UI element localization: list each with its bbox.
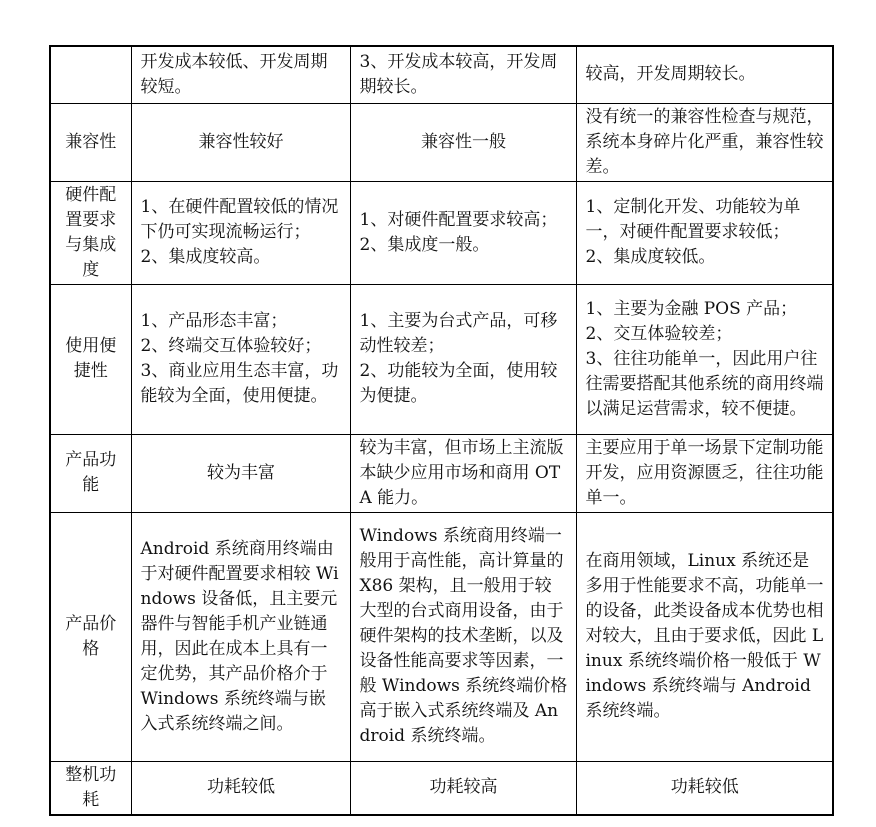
table-row-dev-cost [50,46,833,103]
cell-windows-hardware: 1、对硬件配置要求较高； 2、集成度一般。 [350,181,576,284]
cell-windows-compatibility: 兼容性一般 [350,103,576,181]
comparison-table [49,45,834,816]
cell-embedded-features: 主要应用于单一场景下定制功能开发，应用资源匮乏，往往功能单一。 [576,434,833,512]
row-label-compatibility: 兼容性 [50,103,131,181]
table-row-features [50,434,833,512]
cell-android-power: 功耗较低 [131,761,350,815]
cell-embedded-hardware: 1、定制化开发、功能较为单一，对硬件配置要求较低； 2、集成度较低。 [576,181,833,284]
cell-embedded-compatibility: 没有统一的兼容性检查与规范，系统本身碎片化严重，兼容性较差。 [576,103,833,181]
table-row-hardware [50,181,833,284]
cell-embedded-dev-cost: 较高，开发周期较长。 [576,46,833,103]
table-row-power [50,761,833,815]
row-label-hardware: 硬件配置要求与集成度 [50,181,131,284]
row-label-empty [50,46,131,103]
table-row-compatibility [50,103,833,181]
cell-windows-power: 功耗较高 [350,761,576,815]
cell-android-compatibility: 兼容性较好 [131,103,350,181]
cell-windows-usability: 1、主要为台式产品，可移动性较差； 2、功能较为全面，使用较为便捷。 [350,284,576,434]
row-label-price: 产品价格 [50,512,131,761]
cell-android-usability: 1、产品形态丰富； 2、终端交互体验较好； 3、商业应用生态丰富，功能较为全面，使用便捷。 [131,284,350,434]
table-row-price [50,512,833,761]
cell-embedded-usability: 1、主要为金融 POS 产品； 2、交互体验较差； 3、往往功能单一，因此用户往往需要搭配其他系统的商用终端以满足运营需求，较不便捷。 [576,284,833,434]
table-row-usability [50,284,833,434]
cell-android-hardware: 1、在硬件配置较低的情况下仍可实现流畅运行； 2、集成度较高。 [131,181,350,284]
row-label-power: 整机功耗 [50,761,131,815]
cell-windows-features: 较为丰富，但市场上主流版本缺少应用市场和商用 OTA 能力。 [350,434,576,512]
cell-android-dev-cost: 开发成本较低、开发周期较短。 [131,46,350,103]
cell-android-price: Android 系统商用终端由于对硬件配置要求相较 Windows 设备低，且主要元器件与智能手机产业链通用，因此在成本上具有一定优势，其产品价格介于 Windows 系统终端与嵌入式系统终端之间。 [131,512,350,761]
cell-embedded-power: 功耗较低 [576,761,833,815]
cell-embedded-price: 在商用领域，Linux 系统还是多用于性能要求不高，功能单一的设备，此类设备成本优势也相对较大，且由于要求低，因此 Linux 系统终端价格一般低于 Windows 系统终端与 Android 系统终端。 [576,512,833,761]
cell-windows-dev-cost: 3、开发成本较高，开发周期较长。 [350,46,576,103]
cell-android-features: 较为丰富 [131,434,350,512]
row-label-usability: 使用便捷性 [50,284,131,434]
cell-windows-price: Windows 系统商用终端一般用于高性能，高计算量的 X86 架构，且一般用于较大型的台式商用设备，由于硬件架构的技术垄断，以及设备性能高要求等因素，一般 Windows 系统终端价格高于嵌入式系统终端及 Android 系统终端。 [350,512,576,761]
row-label-features: 产品功能 [50,434,131,512]
